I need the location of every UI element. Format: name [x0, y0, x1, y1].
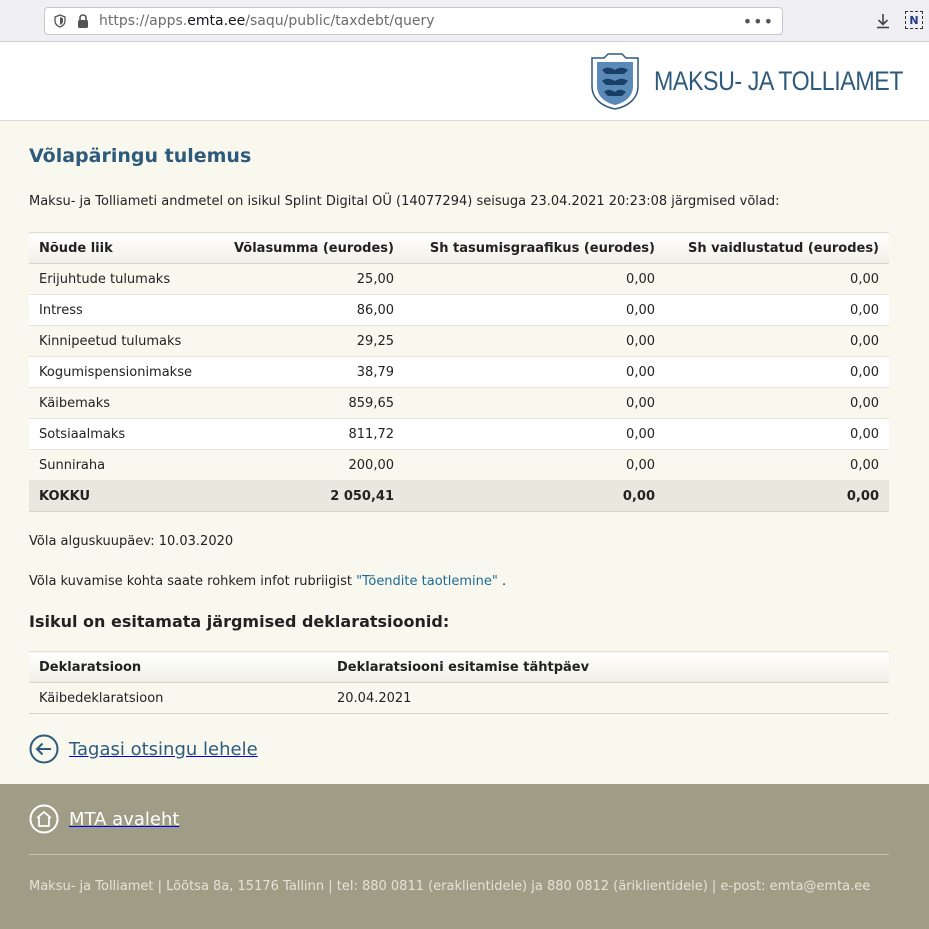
table-cell: Kinnipeetud tulumaks — [29, 326, 219, 357]
extension-icon[interactable]: N — [905, 11, 923, 29]
table-cell: 200,00 — [219, 450, 404, 481]
table-cell: 29,25 — [219, 326, 404, 357]
back-to-search-link[interactable] — [29, 734, 258, 764]
table-cell: 811,72 — [219, 419, 404, 450]
table-cell: 0,00 — [404, 481, 665, 512]
logo-text: MAKSU- JA TOLLIAMET — [654, 65, 904, 96]
site-footer — [0, 784, 929, 929]
table-cell: Käibemaks — [29, 388, 219, 419]
url-prefix: https://apps. — [99, 13, 188, 29]
table-cell: 2 050,41 — [219, 481, 404, 512]
table-header-row — [29, 233, 889, 264]
table-cell: 0,00 — [404, 450, 665, 481]
table-cell: 0,00 — [404, 295, 665, 326]
shield-icon[interactable] — [53, 14, 67, 28]
home-link[interactable] — [29, 804, 179, 834]
table-cell: 86,00 — [219, 295, 404, 326]
table-row — [29, 264, 889, 295]
download-icon[interactable] — [874, 12, 892, 30]
table-cell: 0,00 — [404, 326, 665, 357]
home-link-label: MTA avaleht — [69, 808, 180, 830]
footer-divider — [29, 854, 889, 855]
info-suffix: . — [497, 574, 507, 589]
table-row — [29, 388, 889, 419]
table-cell: 0,00 — [665, 419, 889, 450]
url-domain: emta.ee — [187, 13, 246, 29]
table-header-row — [29, 652, 889, 683]
table-cell: 0,00 — [404, 264, 665, 295]
site-header — [0, 42, 929, 121]
table-total-row — [29, 481, 889, 512]
back-arrow-icon — [29, 734, 59, 764]
intro-text: Maksu- ja Tolliameti andmetel on isikul Splint Digital OÜ (14077294) seisuga 23.04.2021 20:23:08 järgmised võlad: — [29, 194, 780, 209]
table-cell: 0,00 — [665, 388, 889, 419]
table-row — [29, 450, 889, 481]
table-row — [29, 683, 889, 714]
table-cell: Käibedeklaratsioon — [29, 683, 327, 714]
column-header: Nõude liik — [29, 233, 219, 264]
info-text — [29, 574, 506, 589]
crest-icon — [588, 52, 642, 110]
footer-address: Maksu- ja Tolliamet | Lõõtsa 8a, 15176 Tallinn | tel: 880 0811 (eraklientidele) ja 880 0812 (äriklientidele) | e-post: emta@emta.ee — [29, 879, 871, 894]
url-text[interactable] — [99, 13, 435, 29]
debt-table — [29, 232, 889, 512]
declarations-title: Isikul on esitamata järgmised deklaratsioonid: — [29, 612, 450, 631]
home-icon — [29, 804, 59, 834]
table-cell: 0,00 — [665, 450, 889, 481]
table-row — [29, 357, 889, 388]
table-cell: Erijuhtude tulumaks — [29, 264, 219, 295]
table-cell: 859,65 — [219, 388, 404, 419]
column-header: Deklaratsiooni esitamise tähtpäev — [327, 652, 889, 683]
url-path: /saqu/public/taxdebt/query — [245, 13, 435, 29]
table-row — [29, 326, 889, 357]
table-cell: Sotsiaalmaks — [29, 419, 219, 450]
table-cell: 25,00 — [219, 264, 404, 295]
table-cell: 0,00 — [404, 419, 665, 450]
info-prefix: Võla kuvamise kohta saate rohkem infot rubriigist — [29, 574, 357, 589]
table-cell: Kogumispensionimakse — [29, 357, 219, 388]
table-cell: 0,00 — [665, 264, 889, 295]
table-row — [29, 419, 889, 450]
column-header: Võlasumma (eurodes) — [219, 233, 404, 264]
table-cell: 0,00 — [404, 388, 665, 419]
table-cell: 0,00 — [665, 357, 889, 388]
table-cell: 0,00 — [665, 295, 889, 326]
table-cell: Sunniraha — [29, 450, 219, 481]
table-cell: 0,00 — [665, 481, 889, 512]
address-bar[interactable] — [44, 7, 783, 35]
table-cell: Intress — [29, 295, 219, 326]
column-header: Sh vaidlustatud (eurodes) — [665, 233, 889, 264]
column-header: Sh tasumisgraafikus (eurodes) — [404, 233, 665, 264]
certificates-link[interactable]: "Tõendite taotlemine" — [356, 574, 498, 589]
table-cell: 0,00 — [404, 357, 665, 388]
table-cell: KOKKU — [29, 481, 219, 512]
column-header: Deklaratsioon — [29, 652, 327, 683]
page-actions-button[interactable]: ••• — [742, 12, 774, 31]
table-cell: 0,00 — [665, 326, 889, 357]
debt-start-date: Võla alguskuupäev: 10.03.2020 — [29, 534, 234, 549]
lock-icon[interactable] — [77, 14, 89, 28]
table-row — [29, 295, 889, 326]
table-cell: 38,79 — [219, 357, 404, 388]
back-link-label: Tagasi otsingu lehele — [69, 738, 258, 760]
site-logo[interactable] — [588, 52, 929, 110]
page-title: Võlapäringu tulemus — [29, 145, 252, 167]
browser-toolbar — [0, 0, 929, 42]
table-cell: 20.04.2021 — [327, 683, 889, 714]
declarations-table — [29, 651, 889, 714]
